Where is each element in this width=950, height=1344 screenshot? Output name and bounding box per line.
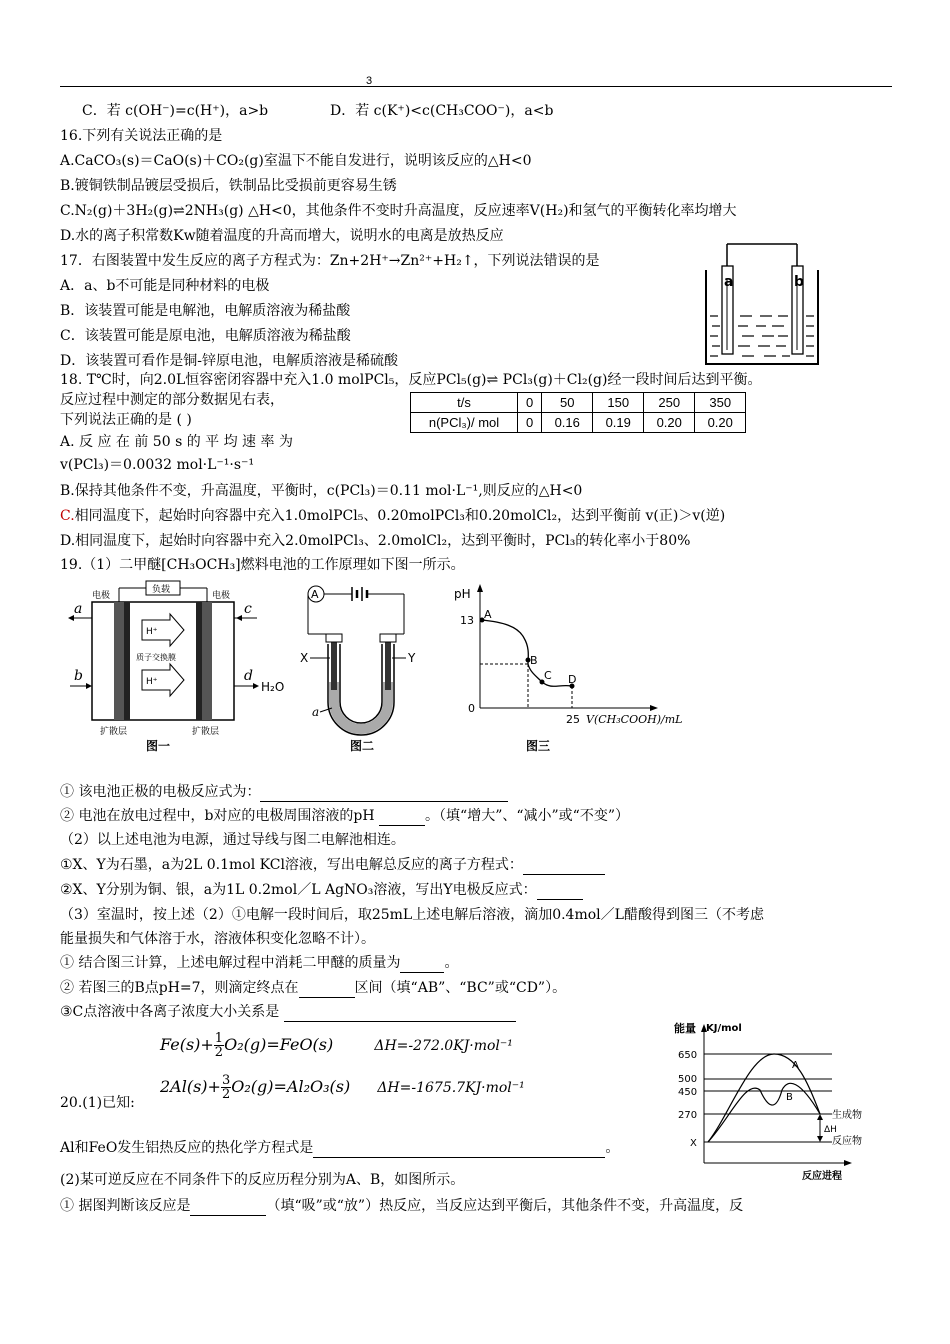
eq2-lhs: 2Al(s)+ (160, 1077, 221, 1096)
eq1-fraction (214, 1032, 224, 1059)
q18-option-c-text: 相同温度下，起始时向容器中充入1.0molPCl₅、0.20molPCl₃和0.20molCl₂，达到平衡前 v(正)＞v(逆) (74, 508, 726, 524)
q18-stem: 18. T℃时，向2.0L恒容密闭容器中充入1.0 molPCl₅，反应PCl₅(g)⇌ PCl₃(g)＋Cl₂(g)经一段时间后达到平衡。 (60, 372, 762, 388)
eq2-fraction (221, 1074, 231, 1101)
q16-option-b: B.镀铜铁制品镀层受损后，铁制品比受损前更容易生锈 (60, 178, 397, 194)
eq1-numerator: 1 (214, 1031, 224, 1046)
fig1-fuel-cell (62, 580, 287, 752)
h-plus-top: H⁺ (146, 627, 158, 637)
port-b-label: b (74, 668, 83, 684)
fig20-energy-diagram (670, 1018, 870, 1184)
fig20-y500: 500 (678, 1074, 698, 1085)
electrode-b-label: b (794, 274, 805, 290)
fig20-ylabel: 能量 (674, 1022, 696, 1035)
diffusion-left-label: 扩散层 (100, 727, 128, 737)
q18-stem-2: 反应过程中测定的部分数据见右表， (60, 392, 284, 408)
q17-option-d: D．该装置可看作是铜-锌原电池，电解质溶液是稀硫酸 (60, 353, 398, 369)
eq2-numerator: 3 (221, 1073, 231, 1088)
eq2-denominator: 2 (221, 1087, 231, 1102)
port-a-label: a (74, 601, 83, 617)
table-cell: 350 (695, 393, 746, 413)
point-a: A (484, 608, 492, 621)
q20-stem: 20.(1)已知: (60, 1095, 135, 1111)
equation-fe (160, 1032, 513, 1059)
table-cell: 0 (518, 393, 542, 413)
q19-stem: 19.（1）二甲醚[CH₃OCH₃]燃料电池的工作原理如下图一所示。 (60, 557, 465, 573)
q17-option-a: A．a、b不可能是同种材料的电极 (60, 278, 270, 294)
fig20-xlabel: 反应进程 (802, 1171, 842, 1182)
q18-option-d: D.相同温度下，起始时向容器中充入2.0molPCl₃、2.0molCl₂，达到平衡时，PCl₃的转化率小于80% (60, 533, 691, 549)
q19-part2-1-text: ①X、Y为石墨，a为2L 0.1mol KCl溶液，写出电解总反应的离子方程式： (60, 857, 523, 873)
table-cell: 0.20 (695, 413, 746, 433)
table-cell: 0.20 (644, 413, 695, 433)
electrode-left-label: 电极 (92, 591, 111, 601)
equation-al (160, 1074, 525, 1101)
q19-part2-2 (60, 880, 583, 900)
electrode-x-label: X (300, 651, 309, 665)
table-cell: 150 (593, 393, 644, 413)
q19-part1-2 (60, 806, 629, 826)
q16-stem: 16.下列有关说法正确的是 (60, 128, 223, 144)
h-plus-bottom: H⁺ (146, 677, 158, 687)
q19-part1-1 (60, 782, 508, 802)
fig20-dh: ΔH (824, 1125, 837, 1135)
answer-blank[interactable] (260, 801, 508, 802)
q18-option-c (60, 506, 725, 526)
diffusion-right-label: 扩散层 (192, 727, 220, 737)
answer-blank[interactable] (523, 874, 605, 875)
q16-option-c: C.N₂(g)＋3H₂(g)⇌2NH₃(g) △H<0，其他条件不变时升高温度，反应速率Ⅴ(H₂)和氢气的平衡转化率均增大 (60, 203, 737, 219)
table-cell: 0.19 (593, 413, 644, 433)
table-header-time: t/s (411, 393, 518, 413)
q18-data-table (410, 392, 746, 433)
q15-option-d: D．若 c(K⁺)<c(CH₃COO⁻)，a<b (330, 103, 554, 119)
electrode-a-label: a (724, 274, 734, 290)
fig2-electrolysis (300, 582, 425, 752)
fig20-reactants: 反应物 (832, 1136, 862, 1147)
fig20-yunit: KJ/mol (706, 1023, 742, 1034)
electrode-y-label: Y (408, 651, 416, 665)
q16-option-a: A.CaCO₃(s)＝CaO(s)＋CO₂(g)室温下不能自发进行，说明该反应的△H<0 (60, 153, 532, 169)
answer-blank[interactable] (400, 972, 444, 973)
fig3-x25: 25 (566, 713, 580, 726)
q19-part3-2 (60, 978, 566, 998)
q16-option-d: D.水的离子积常数Kw随着温度的升高而增大，说明水的电离是放热反应 (60, 228, 504, 244)
fig20-y450: 450 (678, 1087, 698, 1098)
answer-blank[interactable] (190, 1215, 266, 1216)
point-b: B (530, 654, 538, 667)
q19-part2-1 (60, 855, 605, 875)
eq2-rhs: O₂(g)=Al₂O₃(s) (231, 1077, 351, 1096)
q20-part1 (60, 1138, 619, 1158)
q17-option-b: B．该装置可能是电解池，电解质溶液为稀盐酸 (60, 303, 351, 319)
table-header-amount: n(PCl₃)/ mol (411, 413, 518, 433)
table-cell: 0 (518, 413, 542, 433)
eq1-enthalpy: ΔH=-272.0KJ·mol⁻¹ (374, 1038, 513, 1054)
fig3-origin: 0 (468, 702, 475, 715)
q17-option-c: C．该装置可能是原电池，电解质溶液为稀盐酸 (60, 328, 351, 344)
solution-a-label: a (312, 705, 320, 719)
fig20-y270: 270 (678, 1110, 698, 1121)
q18-option-a: A. 反 应 在 前 50 s 的 平 均 速 率 为 (60, 434, 293, 450)
q20-part2-1-text: ① 据图判断该反应是 (60, 1198, 191, 1214)
fig20-y650: 650 (678, 1050, 698, 1061)
electrode-right-label: 电极 (212, 591, 231, 601)
eq1-denominator: 2 (214, 1045, 224, 1060)
water-label: H₂O (261, 680, 285, 694)
curve-b-label: B (786, 1092, 793, 1103)
fig20-yX: X (690, 1138, 697, 1149)
fig3-xlabel: V(CH₃COOH)/mL (586, 713, 683, 726)
q19-part1-2-tail: 。（填“增大”、“减小”或“不变”） (425, 808, 629, 824)
q18-option-b: B.保持其他条件不变，升高温度，平衡时，c(PCl₃)＝0.11 mol·L⁻¹,则反应的△H<0 (60, 483, 583, 499)
curve-a-label: A (792, 1060, 799, 1071)
q19-part1-1-text: ① 该电池正极的电极反应式为： (60, 784, 261, 800)
eq2-enthalpy: ΔH=-1675.7KJ·mol⁻¹ (377, 1080, 525, 1096)
q19-part3-cont: 能量损失和气体溶于水，溶液体积变化忽略不计）。 (60, 931, 375, 947)
point-c: C (544, 669, 552, 682)
q19-part3-1: ① 结合图三计算，上述电解过程中消耗二甲醚的质量为 。 (60, 955, 459, 971)
answer-blank[interactable] (313, 1157, 605, 1158)
fig20-products: 生成物 (832, 1110, 862, 1121)
q20-part2-1-tail: （填“吸”或“放”）热反应，当反应达到平衡后，其他条件不变，升高温度，反 (266, 1198, 744, 1214)
table-cell: 250 (644, 393, 695, 413)
fig3-ylabel: pH (454, 587, 471, 601)
q18-option-c-marker: C. (60, 508, 75, 524)
q19-part3: （3）室温时，按上述（2）①电解一段时间后，取25mL上述电解后溶液，滴加0.4mol／L醋酸得到图三（不考虑 (60, 907, 764, 923)
table-cell: 0.16 (542, 413, 593, 433)
q20-part2: (2)某可逆反应在不同条件下的反应历程分别为A、B，如图所示。 (60, 1172, 465, 1188)
port-d-label: d (244, 668, 253, 684)
q19-part3-3-text: ③C点溶液中各离子浓度大小关系是 (60, 1004, 280, 1020)
answer-blank[interactable] (379, 825, 425, 826)
q19-part2-2-text: ②X、Y分别为铜、银，a为1L 0.2mol／L AgNO₃溶液，写出Y电极反应式： (60, 882, 537, 898)
q19-part1-2-text: ② 电池在放电过程中，b对应的电极周围溶液的pH (60, 808, 375, 824)
q20-part2-1 (60, 1196, 743, 1216)
answer-blank[interactable] (284, 1021, 516, 1022)
q20-part1-end: 。 (605, 1140, 620, 1156)
table-row (411, 393, 746, 413)
eq1-rhs: O₂(g)=FeO(s) (224, 1035, 334, 1054)
q17-beaker-figure (700, 238, 825, 370)
q18-option-a-cont: v(PCl₃)＝0.0032 mol·L⁻¹·s⁻¹ (60, 457, 255, 473)
q18-stem-3: 下列说法正确的是 ( ) (60, 412, 192, 428)
fig3-titration-chart (442, 582, 702, 752)
load-label: 负载 (152, 585, 171, 595)
q20-part1-text: Al和FeO发生铝热反应的热化学方程式是 (60, 1140, 314, 1156)
table-cell: 50 (542, 393, 593, 413)
header-rule (60, 86, 892, 87)
fig2-caption: 图二 (350, 739, 375, 752)
q19-part2: （2）以上述电池为电源，通过导线与图二电解池相连。 (60, 832, 405, 848)
page-number: 3 (366, 75, 373, 87)
answer-blank[interactable] (299, 997, 355, 998)
membrane-label: 质子交换膜 (136, 653, 176, 662)
fig1-caption: 图一 (146, 739, 171, 752)
fig3-y13: 13 (460, 614, 474, 627)
q15-option-c: C．若 c(OH⁻)=c(H⁺)，a>b (82, 103, 269, 119)
point-d: D (568, 673, 577, 686)
q19-part3-3 (60, 1002, 516, 1022)
ammeter-label: A (311, 588, 319, 601)
port-c-label: c (244, 601, 252, 617)
eq1-lhs: Fe(s)+ (160, 1035, 214, 1054)
q19-part3-1-text: ① 结合图三计算，上述电解过程中消耗二甲醚的质量为 (60, 955, 401, 971)
fig3-caption: 图三 (526, 739, 551, 752)
answer-blank[interactable] (537, 899, 583, 900)
table-row (411, 413, 746, 433)
q19-part3-2-tail: 区间（填“AB”、“BC”或“CD”）。 (354, 980, 567, 996)
q19-part3-2-text: ② 若图三的B点pH=7，则滴定终点在 (60, 980, 299, 996)
q17-stem: 17．右图装置中发生反应的离子方程式为：Zn+2H⁺→Zn²⁺+H₂↑，下列说法错误的是 (60, 253, 600, 269)
